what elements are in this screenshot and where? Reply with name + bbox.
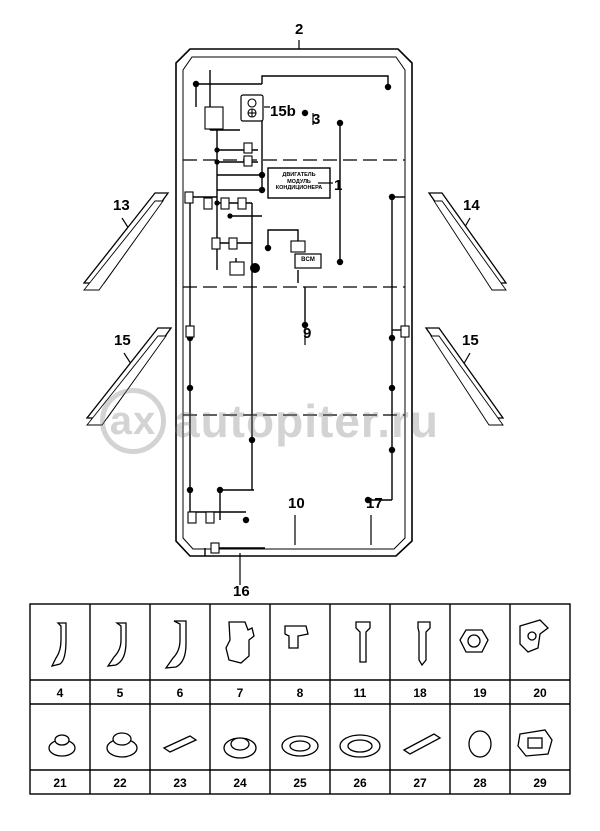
callout-17: 17 [366,495,383,512]
callout-13: 13 [113,197,130,214]
part-number-26: 26 [353,776,367,790]
watermark [100,386,520,456]
callout-10: 10 [288,495,305,512]
part-number-23: 23 [173,776,187,790]
part-number-4: 4 [56,686,64,700]
callout-1: 1 [334,177,343,194]
part-number-20: 20 [533,686,547,700]
part-number-11: 11 [353,686,367,700]
callout-15-left: 15 [114,332,131,349]
part-number-19: 19 [473,686,487,700]
part-number-21: 21 [53,776,67,790]
ac-module-label: ДВИГАТЕЛЬ МОДУЛЬ КОНДИЦИОНЕРА [275,172,323,191]
callout-2: 2 [295,21,304,38]
callout-16: 16 [233,583,250,600]
part-number-7: 7 [236,686,244,700]
callout-9: 9 [303,325,312,342]
part-number-28: 28 [473,776,487,790]
bcm-label: BCM [301,257,315,263]
watermark-logo: ax [100,388,166,454]
part-number-25: 25 [293,776,307,790]
part-number-27: 27 [413,776,427,790]
callout-12: 15b [270,103,296,120]
part-number-29: 29 [533,776,547,790]
callout-14: 14 [463,197,480,214]
watermark-text: autopiter.ru [174,395,440,447]
part-number-22: 22 [113,776,127,790]
callout-15-right: 15 [462,332,479,349]
part-number-6: 6 [176,686,184,700]
part-number-24: 24 [233,776,247,790]
callout-3: 3 [312,111,321,128]
part-number-5: 5 [116,686,124,700]
part-number-18: 18 [413,686,427,700]
part-number-8: 8 [296,686,304,700]
